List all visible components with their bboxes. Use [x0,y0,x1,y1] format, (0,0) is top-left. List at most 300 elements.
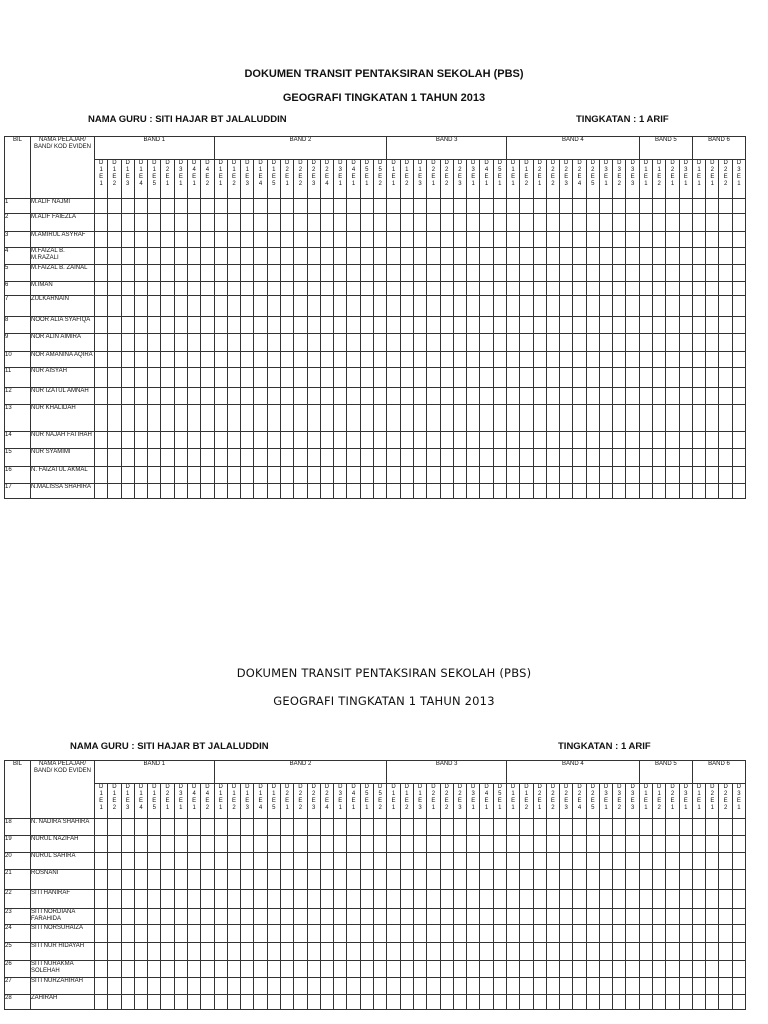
score-cell[interactable] [573,961,586,978]
score-cell[interactable] [95,432,108,449]
score-cell[interactable] [413,334,426,352]
score-cell[interactable] [373,368,386,388]
score-cell[interactable] [719,388,732,405]
score-cell[interactable] [732,819,745,836]
score-cell[interactable] [679,334,692,352]
score-cell[interactable] [453,214,466,232]
score-cell[interactable] [267,282,280,296]
score-cell[interactable] [148,248,161,265]
score-cell[interactable] [187,248,200,265]
score-cell[interactable] [679,961,692,978]
score-cell[interactable] [108,296,121,317]
score-cell[interactable] [666,432,679,449]
score-cell[interactable] [692,909,705,925]
score-cell[interactable] [320,388,333,405]
score-cell[interactable] [95,296,108,317]
score-cell[interactable] [347,995,360,1010]
score-cell[interactable] [586,388,599,405]
score-cell[interactable] [480,248,493,265]
score-cell[interactable] [360,836,373,853]
score-cell[interactable] [148,388,161,405]
score-cell[interactable] [334,352,347,368]
score-cell[interactable] [599,836,612,853]
score-cell[interactable] [719,282,732,296]
score-cell[interactable] [480,432,493,449]
score-cell[interactable] [108,265,121,282]
score-cell[interactable] [174,296,187,317]
score-cell[interactable] [347,214,360,232]
score-cell[interactable] [560,870,573,890]
score-cell[interactable] [573,978,586,995]
score-cell[interactable] [187,232,200,248]
score-cell[interactable] [121,978,134,995]
score-cell[interactable] [347,449,360,467]
score-cell[interactable] [613,388,626,405]
score-cell[interactable] [174,317,187,334]
score-cell[interactable] [400,432,413,449]
score-cell[interactable] [334,214,347,232]
score-cell[interactable] [599,232,612,248]
score-cell[interactable] [161,909,174,925]
score-cell[interactable] [95,282,108,296]
score-cell[interactable] [227,368,240,388]
score-cell[interactable] [387,467,400,484]
score-cell[interactable] [161,282,174,296]
score-cell[interactable] [148,432,161,449]
score-cell[interactable] [174,978,187,995]
score-cell[interactable] [95,317,108,334]
score-cell[interactable] [387,943,400,961]
score-cell[interactable] [732,978,745,995]
score-cell[interactable] [187,282,200,296]
score-cell[interactable] [653,368,666,388]
score-cell[interactable] [280,925,293,943]
score-cell[interactable] [134,352,147,368]
score-cell[interactable] [666,978,679,995]
score-cell[interactable] [400,467,413,484]
score-cell[interactable] [560,819,573,836]
score-cell[interactable] [440,836,453,853]
score-cell[interactable] [95,248,108,265]
score-cell[interactable] [400,909,413,925]
score-cell[interactable] [347,334,360,352]
score-cell[interactable] [280,432,293,449]
score-cell[interactable] [187,853,200,870]
score-cell[interactable] [241,282,254,296]
score-cell[interactable] [692,199,705,214]
score-cell[interactable] [520,317,533,334]
score-cell[interactable] [320,317,333,334]
score-cell[interactable] [214,961,227,978]
score-cell[interactable] [267,432,280,449]
score-cell[interactable] [161,890,174,909]
score-cell[interactable] [227,961,240,978]
score-cell[interactable] [373,199,386,214]
score-cell[interactable] [506,836,519,853]
score-cell[interactable] [467,214,480,232]
score-cell[interactable] [387,232,400,248]
score-cell[interactable] [653,352,666,368]
score-cell[interactable] [520,265,533,282]
score-cell[interactable] [666,853,679,870]
score-cell[interactable] [201,214,214,232]
score-cell[interactable] [653,995,666,1010]
score-cell[interactable] [267,334,280,352]
score-cell[interactable] [653,836,666,853]
score-cell[interactable] [599,388,612,405]
score-cell[interactable] [307,909,320,925]
score-cell[interactable] [679,199,692,214]
score-cell[interactable] [692,995,705,1010]
score-cell[interactable] [453,334,466,352]
score-cell[interactable] [613,282,626,296]
score-cell[interactable] [453,265,466,282]
score-cell[interactable] [294,943,307,961]
score-cell[interactable] [666,961,679,978]
score-cell[interactable] [387,890,400,909]
score-cell[interactable] [639,890,652,909]
score-cell[interactable] [453,296,466,317]
score-cell[interactable] [267,317,280,334]
score-cell[interactable] [294,432,307,449]
score-cell[interactable] [599,909,612,925]
score-cell[interactable] [533,232,546,248]
score-cell[interactable] [347,317,360,334]
score-cell[interactable] [108,199,121,214]
score-cell[interactable] [666,909,679,925]
score-cell[interactable] [480,352,493,368]
score-cell[interactable] [387,405,400,432]
score-cell[interactable] [413,836,426,853]
score-cell[interactable] [613,995,626,1010]
score-cell[interactable] [679,819,692,836]
score-cell[interactable] [108,232,121,248]
score-cell[interactable] [387,449,400,467]
score-cell[interactable] [95,232,108,248]
score-cell[interactable] [440,925,453,943]
score-cell[interactable] [546,909,559,925]
score-cell[interactable] [573,943,586,961]
score-cell[interactable] [241,925,254,943]
score-cell[interactable] [692,819,705,836]
score-cell[interactable] [573,432,586,449]
score-cell[interactable] [201,334,214,352]
score-cell[interactable] [546,870,559,890]
score-cell[interactable] [214,909,227,925]
score-cell[interactable] [161,819,174,836]
score-cell[interactable] [573,995,586,1010]
score-cell[interactable] [201,248,214,265]
score-cell[interactable] [520,961,533,978]
score-cell[interactable] [294,232,307,248]
score-cell[interactable] [586,214,599,232]
score-cell[interactable] [108,405,121,432]
score-cell[interactable] [267,467,280,484]
score-cell[interactable] [467,925,480,943]
score-cell[interactable] [280,995,293,1010]
score-cell[interactable] [626,890,639,909]
score-cell[interactable] [347,282,360,296]
score-cell[interactable] [520,352,533,368]
score-cell[interactable] [227,248,240,265]
score-cell[interactable] [732,925,745,943]
score-cell[interactable] [679,467,692,484]
score-cell[interactable] [280,909,293,925]
score-cell[interactable] [400,232,413,248]
score-cell[interactable] [267,836,280,853]
score-cell[interactable] [254,449,267,467]
score-cell[interactable] [254,978,267,995]
score-cell[interactable] [214,925,227,943]
score-cell[interactable] [307,467,320,484]
score-cell[interactable] [706,909,719,925]
score-cell[interactable] [692,449,705,467]
score-cell[interactable] [241,870,254,890]
score-cell[interactable] [227,870,240,890]
score-cell[interactable] [108,334,121,352]
score-cell[interactable] [626,296,639,317]
score-cell[interactable] [400,334,413,352]
score-cell[interactable] [613,368,626,388]
score-cell[interactable] [294,890,307,909]
score-cell[interactable] [626,943,639,961]
score-cell[interactable] [254,405,267,432]
score-cell[interactable] [307,317,320,334]
score-cell[interactable] [533,836,546,853]
score-cell[interactable] [400,836,413,853]
score-cell[interactable] [626,484,639,499]
score-cell[interactable] [95,909,108,925]
score-cell[interactable] [427,282,440,296]
score-cell[interactable] [732,214,745,232]
score-cell[interactable] [334,368,347,388]
score-cell[interactable] [719,352,732,368]
score-cell[interactable] [95,467,108,484]
score-cell[interactable] [187,484,200,499]
score-cell[interactable] [692,334,705,352]
score-cell[interactable] [334,405,347,432]
score-cell[interactable] [573,909,586,925]
score-cell[interactable] [706,282,719,296]
score-cell[interactable] [586,334,599,352]
score-cell[interactable] [453,432,466,449]
score-cell[interactable] [373,248,386,265]
score-cell[interactable] [254,995,267,1010]
score-cell[interactable] [520,296,533,317]
score-cell[interactable] [134,890,147,909]
score-cell[interactable] [227,334,240,352]
score-cell[interactable] [586,265,599,282]
score-cell[interactable] [573,388,586,405]
score-cell[interactable] [320,334,333,352]
score-cell[interactable] [121,870,134,890]
score-cell[interactable] [560,368,573,388]
score-cell[interactable] [174,943,187,961]
score-cell[interactable] [506,995,519,1010]
score-cell[interactable] [480,282,493,296]
score-cell[interactable] [546,296,559,317]
score-cell[interactable] [280,388,293,405]
score-cell[interactable] [347,836,360,853]
score-cell[interactable] [214,449,227,467]
score-cell[interactable] [254,368,267,388]
score-cell[interactable] [666,352,679,368]
score-cell[interactable] [639,467,652,484]
score-cell[interactable] [294,248,307,265]
score-cell[interactable] [560,467,573,484]
score-cell[interactable] [320,819,333,836]
score-cell[interactable] [214,853,227,870]
score-cell[interactable] [108,248,121,265]
score-cell[interactable] [227,890,240,909]
score-cell[interactable] [214,943,227,961]
score-cell[interactable] [586,819,599,836]
score-cell[interactable] [679,296,692,317]
score-cell[interactable] [227,836,240,853]
score-cell[interactable] [719,925,732,943]
score-cell[interactable] [719,836,732,853]
score-cell[interactable] [732,317,745,334]
score-cell[interactable] [95,995,108,1010]
score-cell[interactable] [267,853,280,870]
score-cell[interactable] [267,388,280,405]
score-cell[interactable] [201,909,214,925]
score-cell[interactable] [520,978,533,995]
score-cell[interactable] [706,368,719,388]
score-cell[interactable] [533,925,546,943]
score-cell[interactable] [506,890,519,909]
score-cell[interactable] [148,909,161,925]
score-cell[interactable] [666,248,679,265]
score-cell[interactable] [493,199,506,214]
score-cell[interactable] [666,925,679,943]
score-cell[interactable] [334,232,347,248]
score-cell[interactable] [320,943,333,961]
score-cell[interactable] [639,484,652,499]
score-cell[interactable] [666,484,679,499]
score-cell[interactable] [666,405,679,432]
score-cell[interactable] [294,265,307,282]
score-cell[interactable] [692,282,705,296]
score-cell[interactable] [187,352,200,368]
score-cell[interactable] [546,199,559,214]
score-cell[interactable] [134,334,147,352]
score-cell[interactable] [613,890,626,909]
score-cell[interactable] [639,282,652,296]
score-cell[interactable] [201,890,214,909]
score-cell[interactable] [254,199,267,214]
score-cell[interactable] [201,943,214,961]
score-cell[interactable] [560,432,573,449]
score-cell[interactable] [387,870,400,890]
score-cell[interactable] [400,352,413,368]
score-cell[interactable] [373,405,386,432]
score-cell[interactable] [134,909,147,925]
score-cell[interactable] [480,214,493,232]
score-cell[interactable] [573,296,586,317]
score-cell[interactable] [174,995,187,1010]
score-cell[interactable] [241,484,254,499]
score-cell[interactable] [613,484,626,499]
score-cell[interactable] [174,265,187,282]
score-cell[interactable] [427,248,440,265]
score-cell[interactable] [467,467,480,484]
score-cell[interactable] [241,467,254,484]
score-cell[interactable] [653,317,666,334]
score-cell[interactable] [294,909,307,925]
score-cell[interactable] [187,214,200,232]
score-cell[interactable] [108,467,121,484]
score-cell[interactable] [546,282,559,296]
score-cell[interactable] [280,232,293,248]
score-cell[interactable] [586,317,599,334]
score-cell[interactable] [480,978,493,995]
score-cell[interactable] [307,248,320,265]
score-cell[interactable] [560,961,573,978]
score-cell[interactable] [613,853,626,870]
score-cell[interactable] [573,870,586,890]
score-cell[interactable] [227,317,240,334]
score-cell[interactable] [413,909,426,925]
score-cell[interactable] [387,836,400,853]
score-cell[interactable] [187,836,200,853]
score-cell[interactable] [387,484,400,499]
score-cell[interactable] [480,265,493,282]
score-cell[interactable] [400,819,413,836]
score-cell[interactable] [613,214,626,232]
score-cell[interactable] [134,282,147,296]
score-cell[interactable] [586,909,599,925]
score-cell[interactable] [148,232,161,248]
score-cell[interactable] [413,432,426,449]
score-cell[interactable] [174,199,187,214]
score-cell[interactable] [108,317,121,334]
score-cell[interactable] [440,405,453,432]
score-cell[interactable] [187,296,200,317]
score-cell[interactable] [294,388,307,405]
score-cell[interactable] [108,819,121,836]
score-cell[interactable] [347,265,360,282]
score-cell[interactable] [480,449,493,467]
score-cell[interactable] [148,317,161,334]
score-cell[interactable] [148,199,161,214]
score-cell[interactable] [320,449,333,467]
score-cell[interactable] [653,405,666,432]
score-cell[interactable] [666,214,679,232]
score-cell[interactable] [360,890,373,909]
score-cell[interactable] [294,853,307,870]
score-cell[interactable] [560,265,573,282]
score-cell[interactable] [413,890,426,909]
score-cell[interactable] [334,925,347,943]
score-cell[interactable] [573,317,586,334]
score-cell[interactable] [227,995,240,1010]
score-cell[interactable] [599,405,612,432]
score-cell[interactable] [666,317,679,334]
score-cell[interactable] [493,870,506,890]
score-cell[interactable] [639,296,652,317]
score-cell[interactable] [467,449,480,467]
score-cell[interactable] [732,265,745,282]
score-cell[interactable] [706,248,719,265]
score-cell[interactable] [613,943,626,961]
score-cell[interactable] [586,836,599,853]
score-cell[interactable] [413,214,426,232]
score-cell[interactable] [307,995,320,1010]
score-cell[interactable] [692,317,705,334]
score-cell[interactable] [692,890,705,909]
score-cell[interactable] [400,925,413,943]
